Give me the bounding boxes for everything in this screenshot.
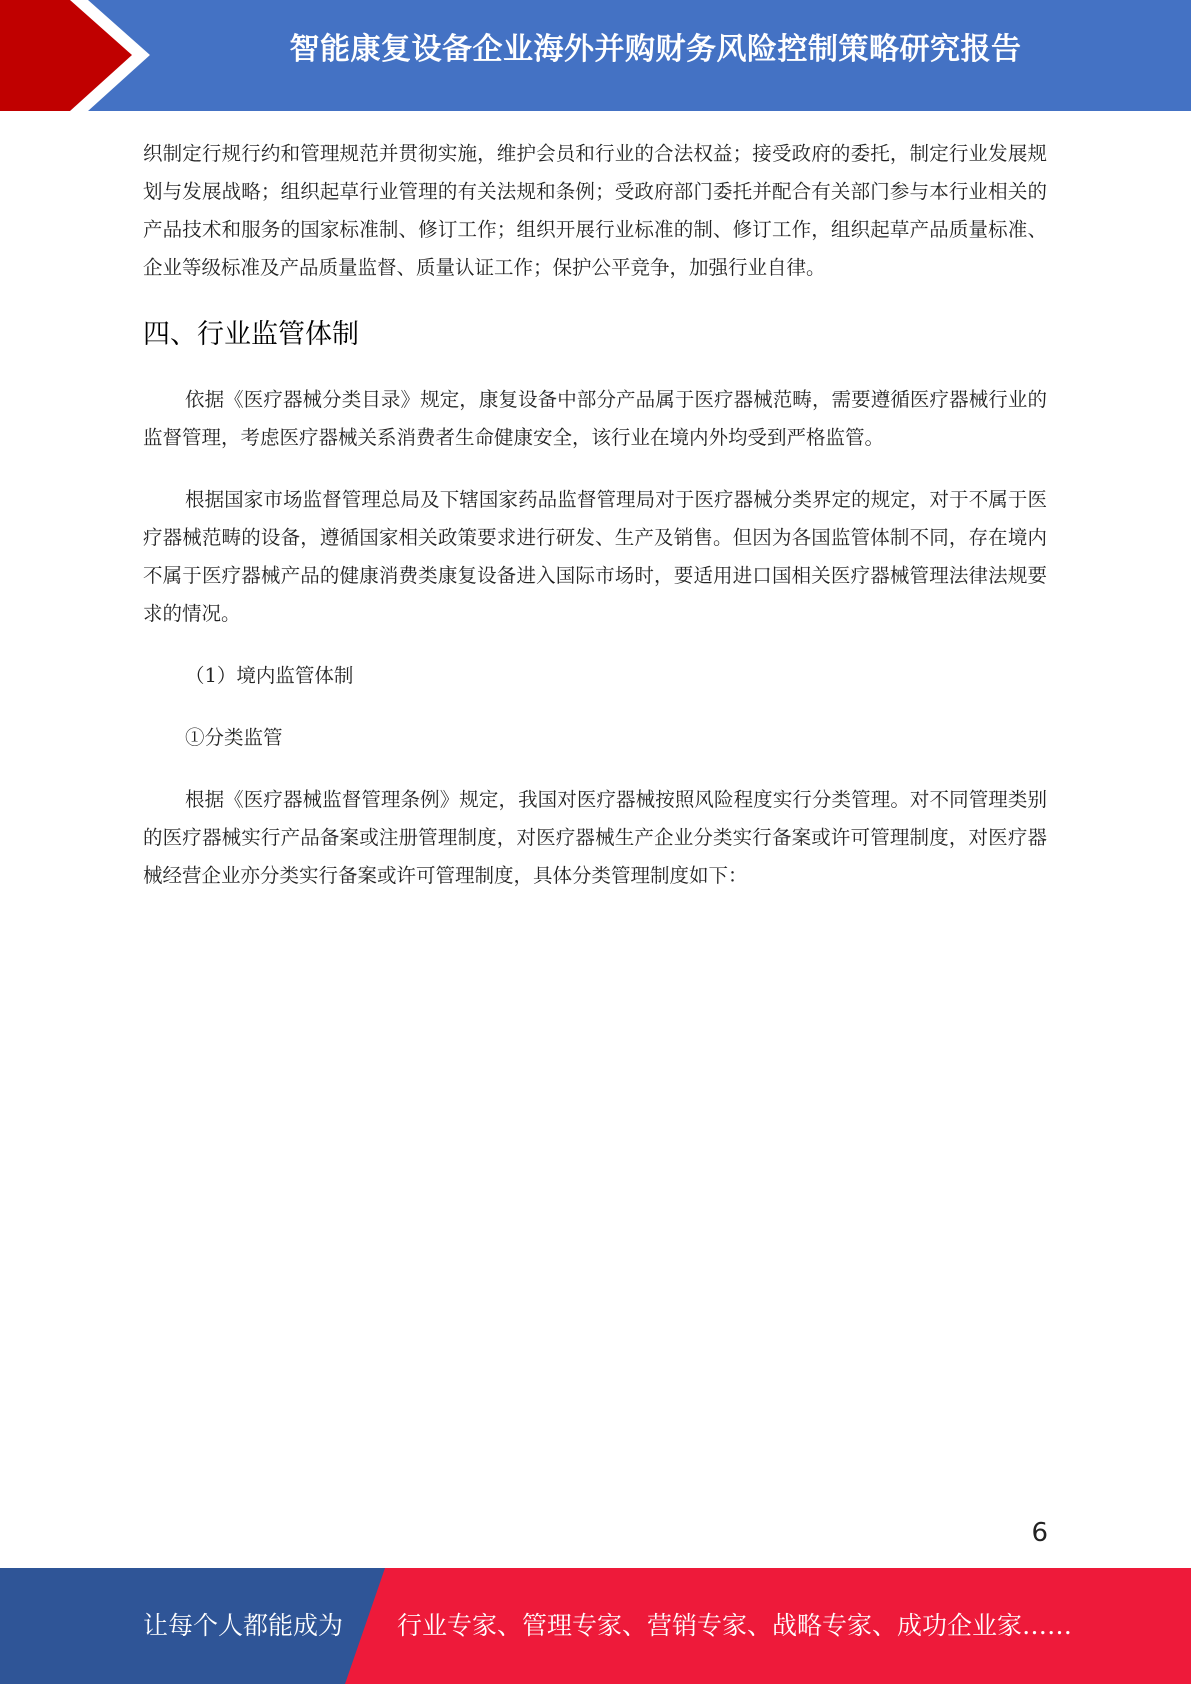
page-number: 6 <box>1031 1518 1048 1548</box>
section-heading: 四、行业监管体制 <box>143 319 359 350</box>
header-chevron-red <box>0 0 150 111</box>
subheading-domestic-regulation: （1）境内监管体制 <box>185 664 354 687</box>
paragraph-3: 根据《医疗器械监督管理条例》规定，我国对医疗器械按照风险程度实行分类管理。对不同管理类别的医疗器械实行产品备案或注册管理制度，对医疗器械生产企业分类实行备案或许可管理制度，对医疗器械经营企业亦分类实行备案或许可管理制度，具体分类管理制度如下： <box>143 788 1047 887</box>
page-header <box>0 0 1191 111</box>
intro-paragraph: 织制定行规行约和管理规范并贯彻实施，维护会员和行业的合法权益；接受政府的委托，制定行业发展规划与发展战略；组织起草行业管理的有关法规和条例；受政府部门委托并配合有关部门参与本行业相关的产品技术和服务的国家标准制、修订工作；组织开展行业标准的制、修订工作，组织起草产品质量标准、企业等级标准及产品质量监督、质量认证工作；保护公平竞争，加强行业自律。 <box>143 142 1047 279</box>
report-title: 智能康复设备企业海外并购财务风险控制策略研究报告 <box>289 32 1022 67</box>
paragraph-1: 依据《医疗器械分类目录》规定，康复设备中部分产品属于医疗器械范畴，需要遵循医疗器械行业的监督管理，考虑医疗器械关系消费者生命健康安全，该行业在境内外均受到严格监管。 <box>143 388 1047 449</box>
paragraph-2: 根据国家市场监督管理总局及下辖国家药品监督管理局对于医疗器械分类界定的规定，对于不属于医疗器械范畴的设备，遵循国家相关政策要求进行研发、生产及销售。但因为各国监管体制不同，存在境内不属于医疗器械产品的健康消费类康复设备进入国际市场时，要适用进口国相关医疗器械管理法律法规要求的情况。 <box>143 488 1047 625</box>
page-footer <box>0 1568 1191 1684</box>
footer-slogan-right: 行业专家、管理专家、营销专家、战略专家、成功企业家…… <box>397 1611 1073 1640</box>
header-chevron-decoration <box>0 0 160 111</box>
footer-slogan-left: 让每个人都能成为 <box>143 1611 344 1640</box>
document-body <box>143 135 1047 919</box>
subheading-classification: ①分类监管 <box>185 726 283 749</box>
